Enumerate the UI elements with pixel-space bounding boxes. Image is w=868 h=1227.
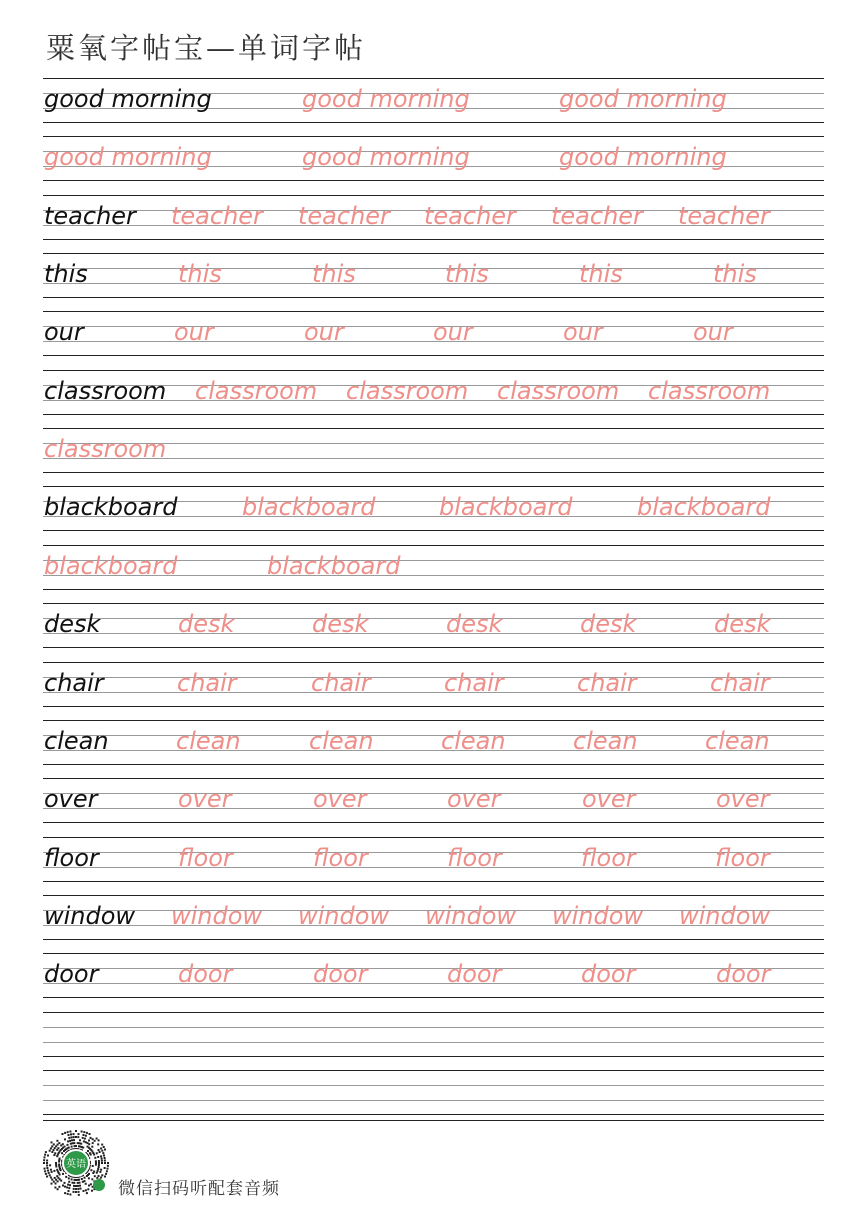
trace-word: door xyxy=(447,960,502,988)
trace-word: blackboard xyxy=(637,493,771,521)
trace-word: floor xyxy=(581,844,636,872)
ruled-line xyxy=(43,1070,824,1071)
ruled-line xyxy=(43,428,824,429)
trace-word: our xyxy=(304,318,344,346)
trace-word: door xyxy=(178,960,233,988)
trace-word: blackboard xyxy=(242,493,376,521)
ruled-line xyxy=(43,78,824,79)
trace-word: our xyxy=(693,318,733,346)
model-word: door xyxy=(44,960,99,988)
trace-word: clean xyxy=(705,727,770,755)
trace-word: blackboard xyxy=(439,493,573,521)
trace-word: over xyxy=(447,785,501,813)
ruled-line xyxy=(43,122,824,123)
trace-word: desk xyxy=(580,610,637,638)
model-word: blackboard xyxy=(44,493,178,521)
guide-line xyxy=(43,268,824,269)
model-word: floor xyxy=(44,844,99,872)
trace-word: floor xyxy=(715,844,770,872)
guide-line xyxy=(43,793,824,794)
trace-word: window xyxy=(298,902,390,930)
ruled-line xyxy=(43,837,824,838)
trace-word: desk xyxy=(178,610,235,638)
guide-line xyxy=(43,983,824,984)
ruled-line xyxy=(43,311,824,312)
trace-word: classroom xyxy=(648,377,771,405)
guide-line xyxy=(43,1027,824,1028)
ruled-line xyxy=(43,239,824,240)
ruled-line xyxy=(43,180,824,181)
ruled-line xyxy=(43,895,824,896)
trace-word: teacher xyxy=(298,202,390,230)
guide-line xyxy=(43,808,824,809)
trace-word: desk xyxy=(312,610,369,638)
trace-word: chair xyxy=(311,669,371,697)
trace-word: clean xyxy=(573,727,638,755)
ruled-line xyxy=(43,1012,824,1013)
ruled-line xyxy=(43,881,824,882)
ruled-line xyxy=(43,253,824,254)
trace-word: door xyxy=(581,960,636,988)
trace-word: good morning xyxy=(44,143,212,171)
guide-line xyxy=(43,677,824,678)
trace-word: chair xyxy=(577,669,637,697)
model-word: clean xyxy=(44,727,109,755)
ruled-line xyxy=(43,662,824,663)
ruled-line xyxy=(43,997,824,998)
trace-word: classroom xyxy=(346,377,469,405)
ruled-line xyxy=(43,706,824,707)
guide-line xyxy=(43,1042,824,1043)
trace-word: chair xyxy=(444,669,504,697)
trace-word: window xyxy=(171,902,263,930)
ruled-line xyxy=(43,764,824,765)
model-word: classroom xyxy=(44,377,167,405)
trace-word: good morning xyxy=(302,143,470,171)
trace-word: teacher xyxy=(424,202,516,230)
trace-word: desk xyxy=(446,610,503,638)
ruled-line xyxy=(43,939,824,940)
trace-word: chair xyxy=(177,669,237,697)
trace-word: our xyxy=(174,318,214,346)
trace-word: over xyxy=(716,785,770,813)
trace-word: classroom xyxy=(195,377,318,405)
trace-word: desk xyxy=(714,610,771,638)
trace-word: over xyxy=(178,785,232,813)
trace-word: floor xyxy=(447,844,502,872)
ruled-line xyxy=(43,1114,824,1115)
ruled-line xyxy=(43,1120,824,1121)
trace-word: our xyxy=(563,318,603,346)
ruled-line xyxy=(43,370,824,371)
ruled-line xyxy=(43,297,824,298)
ruled-line xyxy=(43,589,824,590)
trace-word: clean xyxy=(441,727,506,755)
guide-line xyxy=(43,968,824,969)
trace-word: our xyxy=(433,318,473,346)
footer-text: 微信扫码听配套音频 xyxy=(118,1179,280,1199)
ruled-line xyxy=(43,414,824,415)
footer xyxy=(40,1127,440,1199)
model-word: this xyxy=(44,260,88,288)
ruled-line xyxy=(43,603,824,604)
guide-line xyxy=(43,633,824,634)
trace-word: good morning xyxy=(559,143,727,171)
trace-word: this xyxy=(579,260,623,288)
trace-word: chair xyxy=(710,669,770,697)
ruled-line xyxy=(43,355,824,356)
ruled-line xyxy=(43,195,824,196)
trace-word: good morning xyxy=(559,85,727,113)
trace-word: clean xyxy=(176,727,241,755)
model-word: our xyxy=(44,318,84,346)
guide-line xyxy=(43,852,824,853)
trace-word: this xyxy=(713,260,757,288)
trace-word: window xyxy=(552,902,644,930)
guide-line xyxy=(43,1085,824,1086)
trace-word: over xyxy=(582,785,636,813)
model-word: teacher xyxy=(44,202,136,230)
guide-line xyxy=(43,867,824,868)
trace-word: window xyxy=(425,902,517,930)
guide-line xyxy=(43,692,824,693)
trace-word: floor xyxy=(178,844,233,872)
ruled-line xyxy=(43,720,824,721)
trace-word: blackboard xyxy=(44,552,178,580)
trace-word: teacher xyxy=(551,202,643,230)
trace-word: clean xyxy=(309,727,374,755)
trace-word: this xyxy=(178,260,222,288)
trace-word: over xyxy=(313,785,367,813)
trace-word: good morning xyxy=(302,85,470,113)
guide-line xyxy=(43,618,824,619)
ruled-line xyxy=(43,953,824,954)
trace-word: teacher xyxy=(678,202,770,230)
qr-code-icon[interactable] xyxy=(40,1127,112,1199)
guide-line xyxy=(43,1100,824,1101)
guide-line xyxy=(43,283,824,284)
badge-label: 英语 xyxy=(66,1159,86,1170)
ruled-line xyxy=(43,472,824,473)
trace-word: teacher xyxy=(171,202,263,230)
model-word: over xyxy=(44,785,98,813)
model-word: chair xyxy=(44,669,104,697)
ruled-line xyxy=(43,530,824,531)
mini-badge-icon xyxy=(93,1179,105,1191)
trace-word: door xyxy=(716,960,771,988)
trace-word: classroom xyxy=(497,377,620,405)
ruled-line xyxy=(43,822,824,823)
trace-word: classroom xyxy=(44,435,167,463)
ruled-line xyxy=(43,778,824,779)
model-word: window xyxy=(44,902,136,930)
trace-word: this xyxy=(445,260,489,288)
trace-word: window xyxy=(679,902,771,930)
ruled-line xyxy=(43,1056,824,1057)
trace-word: blackboard xyxy=(267,552,401,580)
ruled-line xyxy=(43,486,824,487)
model-word: good morning xyxy=(44,85,212,113)
ruled-line xyxy=(43,647,824,648)
ruled-line xyxy=(43,136,824,137)
model-word: desk xyxy=(44,610,101,638)
trace-word: floor xyxy=(313,844,368,872)
trace-word: this xyxy=(312,260,356,288)
ruled-line xyxy=(43,545,824,546)
trace-word: door xyxy=(313,960,368,988)
page-title: 粟氧字帖宝—单词字帖 xyxy=(46,31,367,65)
